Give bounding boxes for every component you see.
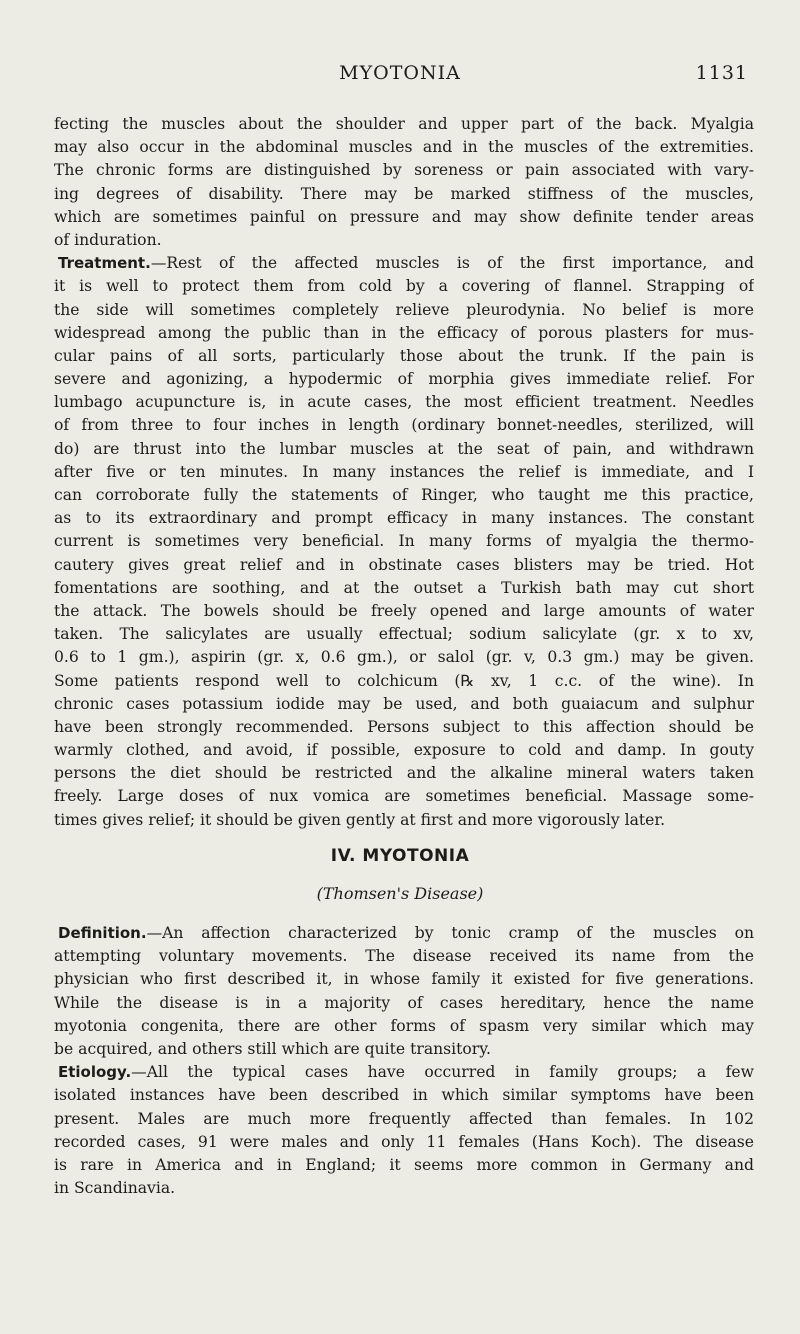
running-head-title: MYOTONIA <box>339 62 461 84</box>
page-number: 1131 <box>695 62 748 84</box>
treatment-paragraph <box>54 252 754 832</box>
text-line: freely. Large doses of nux vomica are sometimes beneficial. Massage some- <box>54 787 754 806</box>
text-line: chronic cases potassium iodide may be used, and both guaiacum and sulphur <box>54 694 754 713</box>
etiology-first-line: —All the typical cases have occurred in family groups; a few <box>131 1063 754 1082</box>
text-line: the attack. The bowels should be freely opened and large amounts of water <box>54 601 754 620</box>
text-line: isolated instances have been described in which similar symptoms have been <box>54 1086 754 1105</box>
text-line: cular pains of all sorts, particularly those about the trunk. If the pain is <box>54 346 754 365</box>
text-line: While the disease is in a majority of cases hereditary, hence the name <box>54 993 754 1012</box>
myalgia-paragraph <box>54 113 754 252</box>
definition-first-line: —An affection characterized by tonic cramp of the muscles on <box>146 924 754 942</box>
text-line: taken. The salicylates are usually effectual; sodium salicylate (gr. x to xv, <box>54 625 754 644</box>
text-line: The chronic forms are distinguished by soreness or pain associated with vary- <box>54 161 754 180</box>
text-line <box>54 252 754 275</box>
myotonia-text <box>54 922 754 1200</box>
running-head <box>0 62 800 92</box>
text-line: which are sometimes painful on pressure and may show definite tender areas <box>54 207 754 226</box>
text-line: cautery gives great relief and in obstinate cases blisters may be tried. Hot <box>54 555 754 574</box>
text-line: physician who first described it, in whose family it existed for five generations. <box>54 970 754 989</box>
etiology-paragraph <box>54 1061 754 1200</box>
text-line: persons the diet should be restricted and the alkaline mineral waters taken <box>54 764 754 783</box>
text-line <box>54 922 754 945</box>
text-line: is rare in America and in England; it seems more common in Germany and <box>54 1155 754 1174</box>
text-line: times gives relief; it should be given gently at first and more vigorously later. <box>54 810 666 829</box>
section-subtitle: (Thomsen's Disease) <box>316 884 484 903</box>
text-line: fecting the muscles about the shoulder and upper part of the back. Myalgia <box>54 115 754 133</box>
text-line: it is well to protect them from cold by a covering of flannel. Strapping of <box>54 277 754 296</box>
treatment-heading: Treatment. <box>58 254 151 273</box>
text-line: 0.6 to 1 gm.), aspirin (gr. x, 0.6 gm.), or salol (gr. v, 0.3 gm.) may be given. <box>54 648 754 667</box>
text-line: be acquired, and others still which are quite transitory. <box>54 1039 491 1058</box>
text-line: as to its extraordinary and prompt efficacy in many instances. The constant <box>54 509 754 528</box>
text-line: present. Males are much more frequently affected than females. In 102 <box>54 1109 754 1128</box>
text-line: Some patients respond well to colchicum (℞ xv, 1 c.c. of the wine). In <box>54 671 754 690</box>
text-line: current is sometimes very beneficial. In many forms of myalgia the thermo- <box>54 532 754 551</box>
text-line: of induration. <box>54 230 162 249</box>
text-line: the side will sometimes completely relieve pleurodynia. No belief is more <box>54 300 754 319</box>
text-line: warmly clothed, and avoid, if possible, exposure to cold and damp. In gouty <box>54 741 754 760</box>
text-line: attempting voluntary movements. The disease received its name from the <box>54 947 754 966</box>
definition-paragraph <box>54 922 754 1061</box>
text-line: severe and agonizing, a hypodermic of morphia gives immediate relief. For <box>54 370 754 389</box>
definition-heading: Definition. <box>58 924 147 942</box>
text-line: widespread among the public than in the efficacy of porous plasters for mus- <box>54 323 754 342</box>
etiology-heading: Etiology. <box>58 1063 132 1082</box>
text-line: after five or ten minutes. In many instances the relief is immediate, and I <box>54 462 754 481</box>
text-line <box>54 1061 754 1084</box>
myalgia-text <box>54 113 754 832</box>
text-line: may also occur in the abdominal muscles and in the muscles of the extremities. <box>54 138 754 157</box>
text-line: myotonia congenita, there are other forms of spasm very similar which may <box>54 1016 754 1035</box>
text-line: of from three to four inches in length (ordinary bonnet-needles, sterilized, will <box>54 416 754 435</box>
text-line: have been strongly recommended. Persons subject to this affection should be <box>54 717 754 736</box>
text-line: can corroborate fully the statements of Ringer, who taught me this practice, <box>54 486 754 504</box>
text-line: recorded cases, 91 were males and only 11 females (Hans Koch). The disease <box>54 1132 754 1151</box>
text-line: fomentations are soothing, and at the outset a Turkish bath may cut short <box>54 578 754 597</box>
treatment-first-line: —Rest of the affected muscles is of the first importance, and <box>150 254 754 273</box>
text-line: lumbago acupuncture is, in acute cases, the most efficient treatment. Needles <box>54 393 754 412</box>
text-line: ing degrees of disability. There may be marked stiffness of the muscles, <box>54 184 754 203</box>
section-heading: IV. MYOTONIA <box>330 846 470 866</box>
text-line: do) are thrust into the lumbar muscles at the seat of pain, and withdrawn <box>54 439 754 458</box>
text-line: in Scandinavia. <box>54 1179 176 1198</box>
